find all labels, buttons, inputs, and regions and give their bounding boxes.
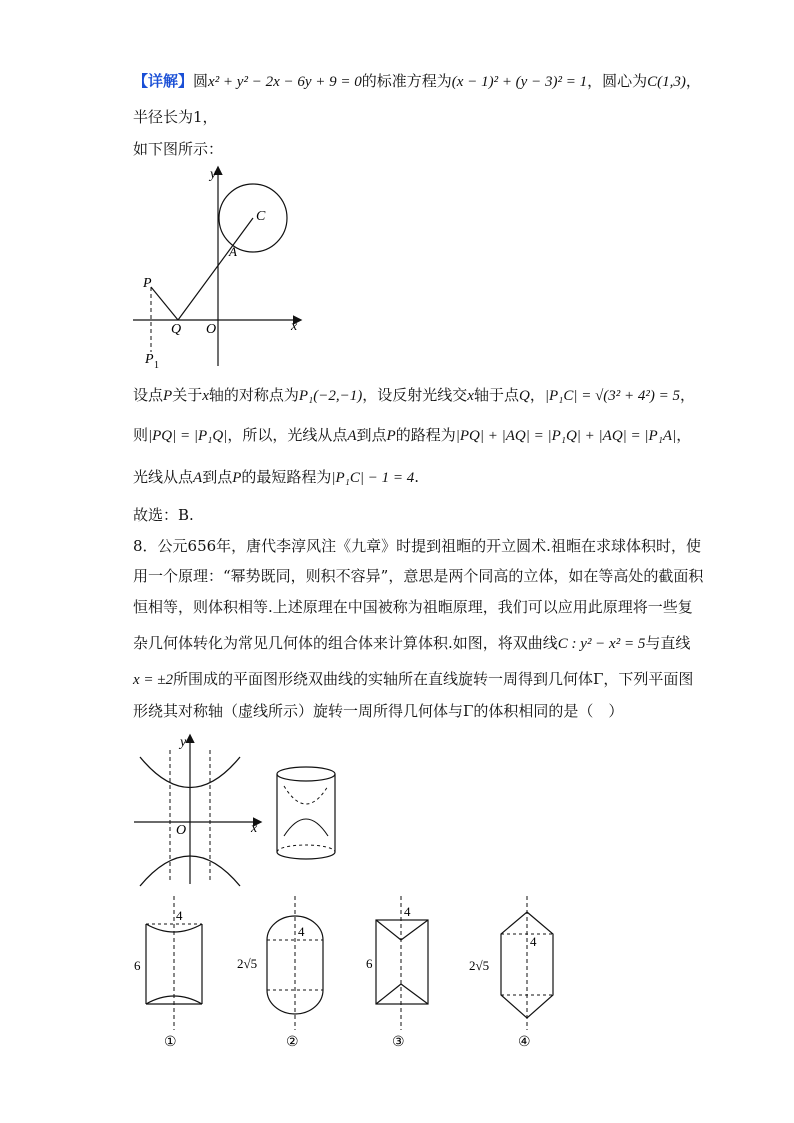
text-fragment: 的最短路程为: [241, 468, 332, 486]
text-fragment: 与直线: [645, 634, 691, 652]
text-fragment: 到点: [202, 468, 233, 486]
label-q: Q: [171, 322, 182, 337]
label-p1-sub: 1: [154, 360, 159, 371]
standard-equation: (x − 1)² + (y − 3)² = 1: [451, 74, 588, 90]
answer-line: 故选：B.: [133, 506, 194, 524]
question-line-3: 恒相等，则体积相等.上述原理在中国被称为祖暅原理，我们可以应用此原理将一些复: [133, 598, 693, 616]
label-p: P: [143, 276, 152, 291]
option-1-height-label: 6: [134, 958, 141, 973]
option-1-circle: ①: [164, 1035, 177, 1050]
math-fragment: P: [163, 388, 173, 404]
math-fragment: x: [467, 388, 474, 404]
line-equation: x = ±2: [133, 672, 174, 688]
label-p1: P: [145, 352, 154, 367]
option-4-width-label: 4: [530, 934, 537, 949]
detail-line-2: 半径长为1，: [133, 108, 218, 126]
option-4-height-label: 2√5: [469, 958, 490, 973]
label-o: O: [206, 322, 217, 337]
text-fragment: 关于: [172, 386, 203, 404]
label-x-2: x: [251, 821, 258, 836]
center-point: C(1,3): [647, 74, 686, 90]
option-1-figure: [134, 896, 202, 1050]
math-fragment: Q: [518, 388, 530, 404]
text-fragment: ，: [685, 72, 701, 90]
text-fragment: 则: [133, 426, 149, 444]
text-fragment: ，所以，光线从点: [227, 426, 348, 444]
option-3-height-label: 6: [366, 956, 373, 971]
label-x: x: [291, 319, 298, 334]
text-fragment: .: [414, 468, 420, 486]
option-3-circle: ③: [392, 1035, 405, 1050]
text-fragment: 到点: [356, 426, 387, 444]
label-y: y: [210, 167, 217, 182]
question-line-6: 形绕其对称轴（虚线所示）旋转一周所得几何体与Γ的体积相同的是（ ）: [133, 702, 624, 720]
option-1-width-label: 4: [176, 908, 183, 923]
text-fragment: 轴于点: [473, 386, 519, 404]
text-fragment: ，: [529, 386, 545, 404]
option-2-height-label: 2√5: [237, 956, 258, 971]
text-fragment: 光线从点: [133, 468, 194, 486]
math-fragment: |PQ| = |P₁Q|: [148, 428, 228, 444]
text-fragment: ，圆心为: [587, 72, 648, 90]
option-2-circle: ②: [286, 1035, 299, 1050]
text-fragment: 轴的对称点为: [208, 386, 299, 404]
option-4-circle: ④: [518, 1035, 531, 1050]
text-fragment: 的路程为: [395, 426, 456, 444]
text-fragment: 设点: [133, 386, 164, 404]
detail-tag: 【详解】: [133, 72, 194, 90]
question-line-2: 用一个原理：“幂势既同，则积不容异”，意思是两个同高的立体，如在等高处的截面积: [133, 567, 704, 585]
option-2-figure: [237, 896, 323, 1050]
math-fragment: P₁(−2,−1): [298, 388, 363, 404]
math-fragment: P: [232, 470, 242, 486]
text-fragment: 圆: [193, 72, 209, 90]
text-fragment: ，设反射光线交: [362, 386, 468, 404]
text-fragment: 杂几何体转化为常见几何体的组合体来计算体积.如图，将双曲线: [133, 634, 558, 652]
math-fragment: A: [193, 470, 203, 486]
solid-gamma: [277, 767, 335, 859]
hyperbola-equation: C : y² − x² = 5: [557, 636, 646, 652]
math-fragment: x: [202, 388, 209, 404]
label-c: C: [256, 209, 266, 224]
option-3-width-label: 4: [404, 904, 411, 919]
text-fragment: 所围成的平面图形绕双曲线的实轴所在直线旋转一周得到几何体Γ，下列平面图: [173, 670, 694, 688]
option-3-figure: [366, 896, 428, 1050]
math-fragment: P: [386, 428, 396, 444]
question-line-1: 8．公元656年，唐代李淳风注《九章》时提到祖暅的开立圆术.祖暅在求球体积时，使: [133, 537, 701, 555]
label-o-2: O: [176, 823, 187, 838]
math-fragment: |P₁C| = √(3² + 4²) = 5: [544, 388, 681, 404]
text-fragment: 的标准方程为: [361, 72, 452, 90]
label-a: A: [229, 244, 237, 259]
label-y-2: y: [180, 735, 187, 750]
text-fragment: ，: [680, 386, 696, 404]
math-fragment: |P₁C| − 1 = 4: [331, 470, 415, 486]
math-fragment: A: [347, 428, 357, 444]
text-fragment: ，: [676, 426, 692, 444]
option-2-width-label: 4: [298, 924, 305, 939]
circle-equation: x² + y² − 2x − 6y + 9 = 0: [208, 74, 362, 90]
option-4-figure: [469, 896, 553, 1050]
math-fragment: |PQ| + |AQ| = |P₁Q| + |AQ| = |P₁A|: [455, 428, 677, 444]
detail-line-3: 如下图所示：: [133, 140, 224, 158]
